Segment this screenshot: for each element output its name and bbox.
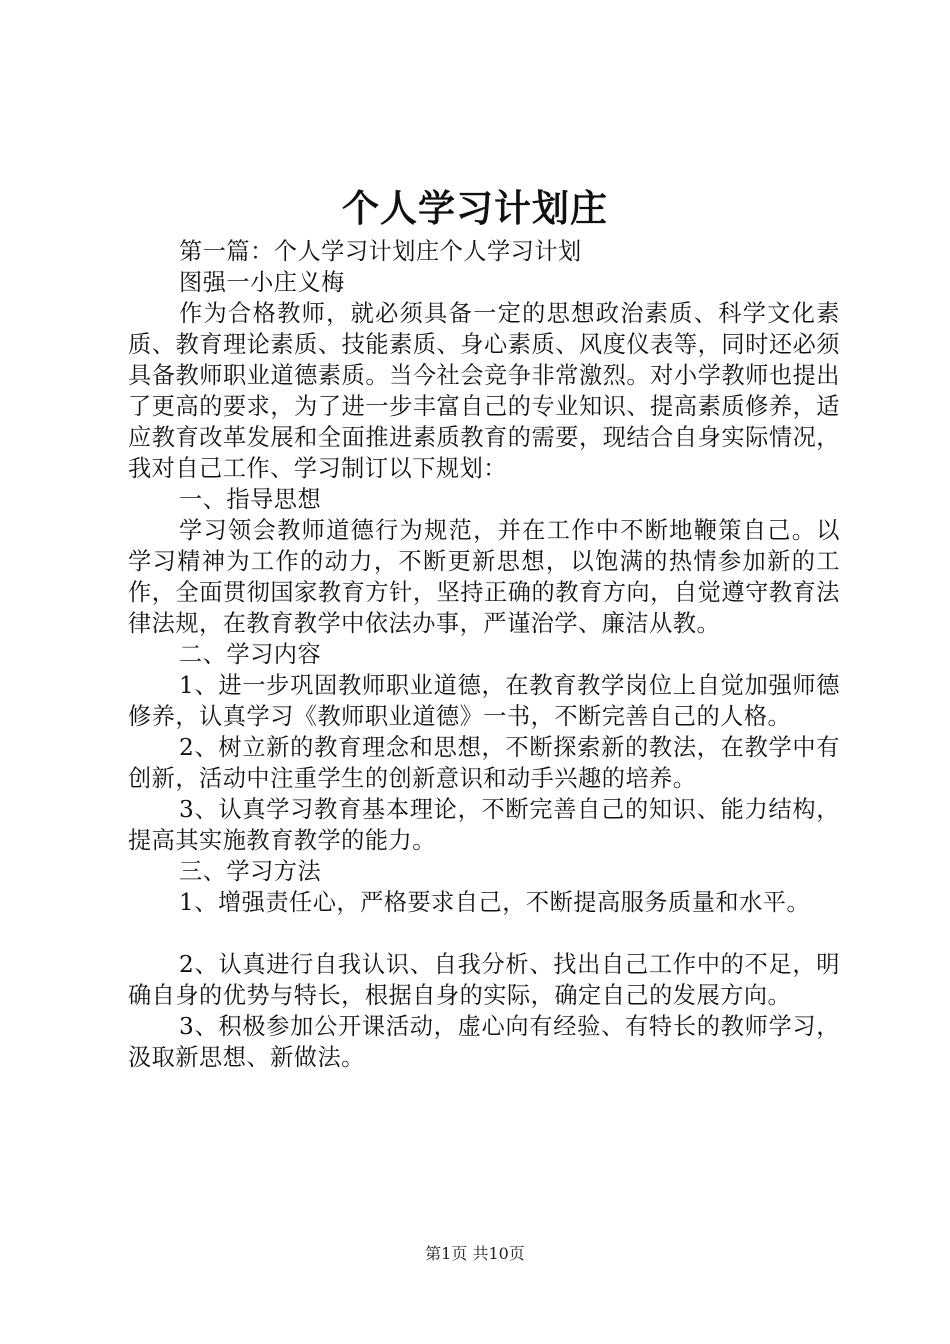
- paragraph-author: 图强一小庄义梅: [179, 269, 345, 296]
- paragraph-intro: 作为合格教师，就必须具备一定的思想政治素质、科学文化素质、教育理论素质、技能素质、身心素质、风度仪表等，同时还必须具备教师职业道德素质。当今社会竞争非常激烈。对小学教师也提出了更高的要求，为了进一步丰富自己的专业知识、提高素质修养，适应教育改革发展和全面推进素质教育的需要，现结合自身实际情况，我对自己工作、学习制订以下规划：: [128, 300, 840, 482]
- list-item-content-3: 3、认真学习教育基本理论，不断完善自己的知识、能力结构，提高其实施教育教学的能力。: [128, 796, 840, 854]
- list-item-method-1: 1、增强责任心，严格要求自己，不断提高服务质量和水平。: [179, 889, 811, 916]
- section-heading-study-content: 二、学习内容: [179, 641, 322, 668]
- section-heading-guiding-ideology: 一、指导思想: [179, 486, 322, 513]
- paragraph-guiding-ideology: 学习领会教师道德行为规范，并在工作中不断地鞭策自己。以学习精神为工作的动力，不断更新思想，以饱满的热情参加新的工作，全面贯彻国家教育方针，坚持正确的教育方向，自觉遵守教育法律法规，在教育教学中依法办事，严谨治学、廉洁从教。: [128, 517, 840, 637]
- list-item-method-2: 2、认真进行自我认识、自我分析、找出自己工作中的不足，明确自身的优势与特长，根据自身的实际，确定自己的发展方向。: [128, 951, 840, 1009]
- list-item-content-2: 2、树立新的教育理念和思想，不断探索新的教法，在教学中有创新，活动中注重学生的创新意识和动手兴趣的培养。: [128, 734, 840, 792]
- paragraph-part-heading: 第一篇：个人学习计划庄个人学习计划: [179, 238, 582, 265]
- page-number-footer: 第1页 共10页: [425, 1244, 525, 1263]
- list-item-content-1: 1、进一步巩固教师职业道德，在教育教学岗位上自觉加强师德修养，认真学习《教师职业道德》一书，不断完善自己的人格。: [128, 672, 840, 730]
- section-heading-study-method: 三、学习方法: [179, 858, 322, 885]
- document-title: 个人学习计划庄: [342, 186, 608, 230]
- document-body: [128, 236, 840, 1073]
- list-item-method-3: 3、积极参加公开课活动，虚心向有经验、有特长的教师学习，汲取新思想、新做法。: [128, 1013, 840, 1071]
